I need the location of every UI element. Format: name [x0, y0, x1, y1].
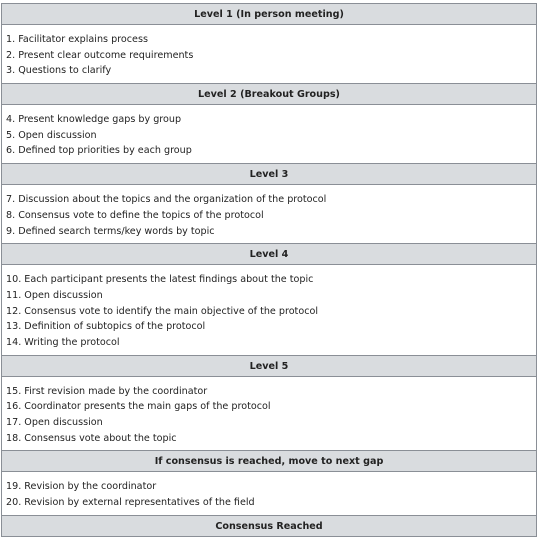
list-item: 2. Present clear outcome requirements — [6, 49, 194, 61]
list-item: 11. Open discussion — [6, 289, 103, 301]
list-item: 16. Coordinator presents the main gaps of the protocol — [6, 401, 271, 413]
list-item: 18. Consensus vote about the topic — [6, 432, 177, 444]
section-header-level-3: Level 3 — [2, 163, 536, 185]
section-header-consensus-gap: If consensus is reached, move to next gap — [2, 450, 536, 472]
list-item: 20. Revision by external representatives of the field — [6, 497, 255, 509]
section-body-level-1 — [2, 25, 536, 83]
list-item: 14. Writing the protocol — [6, 336, 120, 348]
section-header-level-2: Level 2 (Breakout Groups) — [2, 83, 536, 105]
list-item: 6. Defined top priorities by each group — [6, 145, 192, 157]
list-item: 17. Open discussion — [6, 417, 103, 428]
list-item: 19. Revision by the coordinator — [6, 481, 157, 493]
section-body-level-5 — [2, 377, 536, 451]
section-header-level-5: Level 5 — [2, 355, 536, 377]
section-header-level-4: Level 4 — [2, 243, 536, 265]
list-item: 8. Consensus vote to define the topics of the protocol — [6, 209, 264, 221]
list-item: 15. First revision made by the coordinator — [6, 385, 208, 397]
list-item: 13. Definition of subtopics of the protocol — [6, 321, 206, 333]
section-body-level-3 — [2, 185, 536, 243]
section-body-consensus-gap — [2, 472, 536, 514]
consensus-process-table — [1, 3, 537, 537]
list-item: 7. Discussion about the topics and the organization of the protocol — [6, 194, 327, 206]
list-item: 9. Defined search terms/key words by topic — [6, 225, 215, 237]
section-body-level-2 — [2, 105, 536, 163]
list-item: 5. Open discussion — [6, 129, 97, 141]
list-item: 1. Facilitator explains process — [6, 34, 148, 45]
list-item: 10. Each participant presents the latest findings about the topic — [6, 274, 314, 286]
final-consensus-header: Consensus Reached — [2, 515, 536, 537]
section-body-level-4 — [2, 265, 536, 354]
list-item: 3. Questions to clarify — [6, 65, 112, 77]
list-item: 12. Consensus vote to identify the main objective of the protocol — [6, 305, 319, 317]
section-header-level-1: Level 1 (In person meeting) — [2, 3, 536, 25]
list-item: 4. Present knowledge gaps by group — [6, 114, 182, 126]
